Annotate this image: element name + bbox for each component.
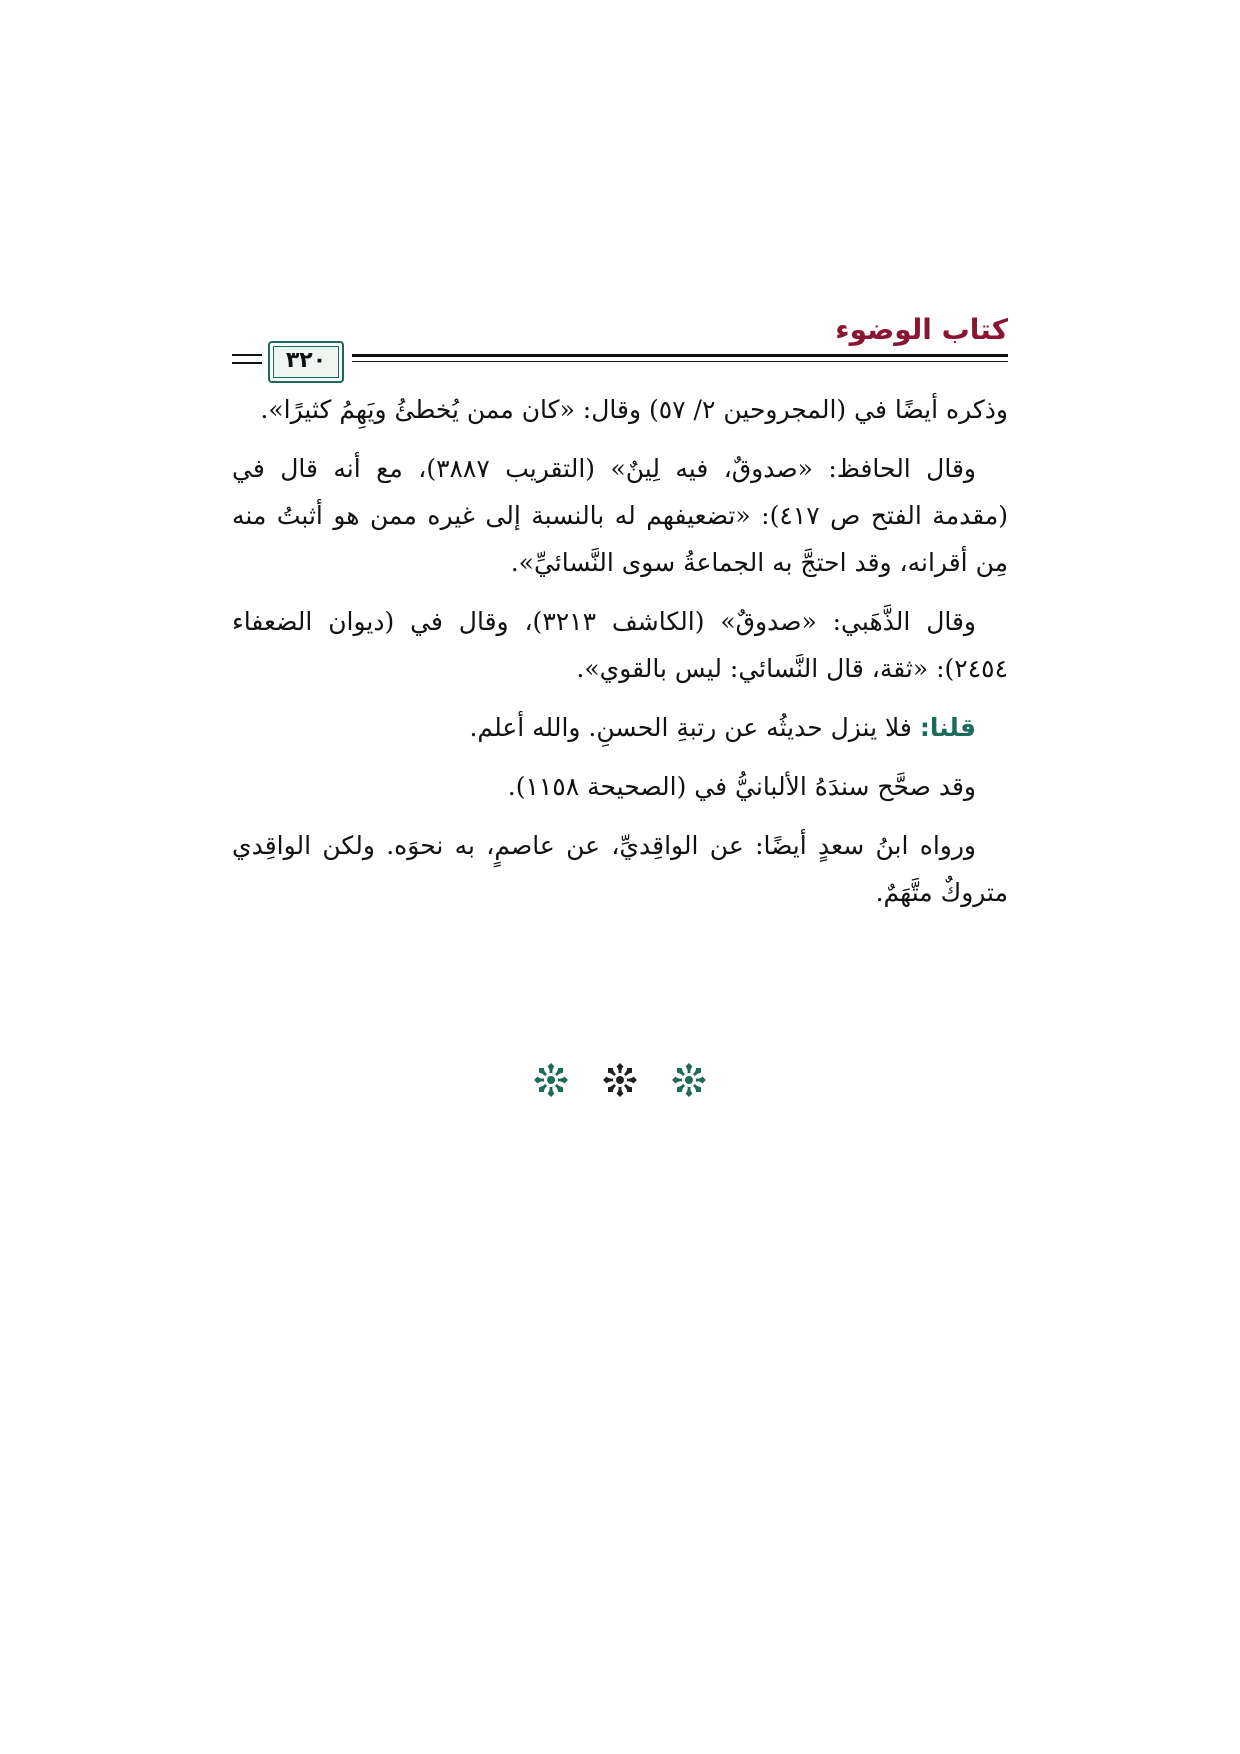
qulna-label: قلنا: bbox=[919, 713, 976, 742]
page-body bbox=[232, 386, 1008, 928]
header-rule-thin bbox=[352, 361, 1008, 362]
chapter-title: كتاب الوضوء bbox=[835, 313, 1008, 346]
header-rule-thick bbox=[352, 354, 1008, 357]
paragraph: وقد صحَّح سندَهُ الألبانيُّ في (الصحيحة ١١٥٨). bbox=[507, 772, 976, 801]
page-number: ٣٢٠ bbox=[285, 348, 327, 373]
star-rosette-icon bbox=[531, 1060, 571, 1100]
section-end-ornaments bbox=[0, 1060, 1240, 1100]
qulna-text: فلا ينزل حديثُه عن رتبةِ الحسنِ. والله أعلم. bbox=[469, 713, 912, 742]
paragraph: وقال الذَّهَبي: «صدوقٌ» (الكاشف ٣٢١٣)، وقال في (ديوان الضعفاء ٢٤٥٤): «ثقة، قال النَّسائي: ليس بالقوي». bbox=[232, 607, 1008, 683]
header-rule-left-top bbox=[232, 354, 262, 356]
paragraph: وقال الحافظ: «صدوقٌ، فيه لِينٌ» (التقريب ٣٨٨٧)، مع أنه قال في (مقدمة الفتح ص ٤١٧): «تضعيفهم له بالنسبة إلى غيره ممن هو أثبتُ منه مِن أقرانه، وقد احتجَّ به الجماعةُ سوى النَّسائيِّ». bbox=[232, 454, 1008, 577]
paragraph: ورواه ابنُ سعدٍ أيضًا: عن الواقِديِّ، عن عاصمٍ، به نحوَه. ولكن الواقِدي متروكٌ متَّهَمٌ. bbox=[232, 831, 1008, 907]
page-number-badge bbox=[268, 341, 344, 383]
star-rosette-icon bbox=[600, 1060, 640, 1100]
paragraph: وذكره أيضًا في (المجروحين ٢/ ٥٧) وقال: «كان ممن يُخطئُ ويَهِمُ كثيرًا». bbox=[260, 395, 1008, 424]
page-header bbox=[232, 305, 1008, 385]
header-rule-left-bottom bbox=[232, 362, 262, 364]
paragraph-qulna bbox=[232, 704, 1008, 751]
star-rosette-icon bbox=[669, 1060, 709, 1100]
